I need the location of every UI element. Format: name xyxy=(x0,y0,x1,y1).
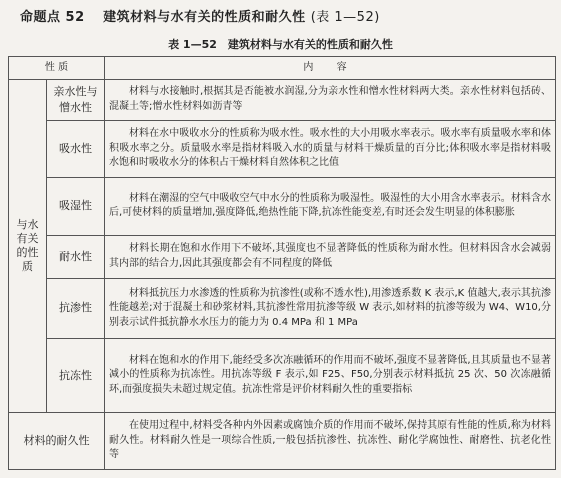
group-label: 与水有关的性质 xyxy=(9,79,47,412)
property-text: 材料抵抗压力水渗透的性质称为抗渗性(或称不透水性),用渗透系数 K 表示,K 值越大,表示其抗渗性能越差;对于混凝土和砂浆材料,其抗渗性常用抗渗等级 W 表示,如材料的抗渗等级为 W4、W10,分别表示试件抵抗静水水压力的能力为 0.4 MPa 和 1 MPa xyxy=(105,278,556,338)
properties-table xyxy=(8,56,556,470)
property-text: 材料在饱和水的作用下,能经受多次冻融循环的作用而不破坏,强度不显著降低,且其质量也不显著减小的性质称为抗冻性。用抗冻等级 F 表示,如 F25、F50,分别表示材料抵抗 25 次、50 次冻融循环,而强度损失未超过规定值。抗冻性常是评价材料耐久性的重要指标 xyxy=(105,338,556,412)
table-row xyxy=(9,79,556,120)
table-reference: (表 1—52) xyxy=(310,10,380,25)
section-title: 建筑材料与水有关的性质和耐久性 xyxy=(103,10,306,25)
table-row xyxy=(9,278,556,338)
header-content: 内 容 xyxy=(105,57,556,80)
property-text: 材料长期在饱和水作用下不破坏,其强度也不显著降低的性质称为耐水性。但材料因含水会减弱其内部的结合力,因此其强度都会有不同程度的降低 xyxy=(105,235,556,278)
property-name: 抗渗性 xyxy=(47,278,105,338)
section-heading xyxy=(20,6,380,25)
property-name: 耐水性 xyxy=(47,235,105,278)
section-number: 命题点 52 xyxy=(20,10,85,25)
property-name: 亲水性与憎水性 xyxy=(47,79,105,120)
table-row xyxy=(9,235,556,278)
property-text: 材料在水中吸收水分的性质称为吸水性。吸水性的大小用吸水率表示。吸水率有质量吸水率和体积吸水率之分。质量吸水率是指材料吸入水的质量与材料干燥质量的百分比;体积吸水率是指材料吸水饱和时吸收水分的体积占干燥材料自然体积之比值 xyxy=(105,121,556,178)
property-name: 吸水性 xyxy=(47,121,105,178)
property-text: 材料与水接触时,根据其是否能被水润湿,分为亲水性和憎水性材料两大类。亲水性材料包括砖、混凝土等;憎水性材料如沥青等 xyxy=(105,79,556,120)
table-row xyxy=(9,413,556,470)
property-name: 抗冻性 xyxy=(47,338,105,412)
table-header-row xyxy=(9,57,556,80)
table-row xyxy=(9,177,556,235)
table-caption: 表 1—52 建筑材料与水有关的性质和耐久性 xyxy=(168,38,393,51)
table-row xyxy=(9,338,556,412)
table-row xyxy=(9,121,556,178)
durability-text: 在使用过程中,材料受各种内外因素或腐蚀介质的作用而不破坏,保持其原有性能的性质,称为材料耐久性。材料耐久性是一项综合性质,一般包括抗渗性、抗冻性、耐化学腐蚀性、耐磨性、抗老化性等 xyxy=(105,413,556,470)
header-property: 性 质 xyxy=(9,57,105,80)
property-name: 吸湿性 xyxy=(47,177,105,235)
durability-name: 材料的耐久性 xyxy=(9,413,105,470)
property-text: 材料在潮湿的空气中吸收空气中水分的性质称为吸湿性。吸湿性的大小用含水率表示。材料含水后,可使材料的质量增加,强度降低,绝热性能下降,抗冻性能变差,有时还会发生明显的体积膨胀 xyxy=(105,177,556,235)
